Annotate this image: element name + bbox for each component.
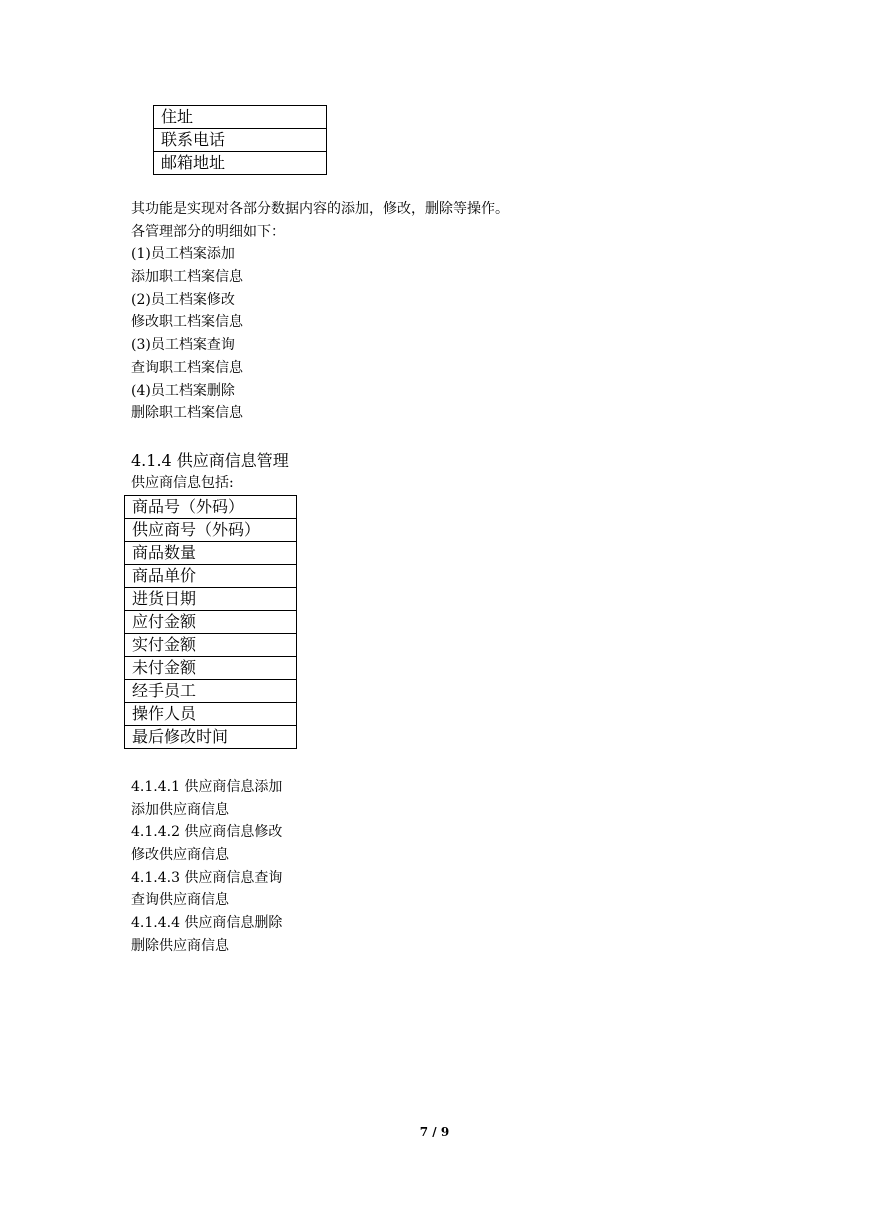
list-item-title: (1)员工档案添加 bbox=[131, 246, 235, 263]
table-row bbox=[154, 106, 327, 129]
table-row bbox=[125, 657, 297, 680]
table-row bbox=[154, 152, 327, 175]
table-cell: 商品号（外码） bbox=[125, 496, 297, 519]
subsection-desc: 删除供应商信息 bbox=[131, 937, 229, 954]
table-row bbox=[154, 129, 327, 152]
page-total: 9 bbox=[440, 1125, 450, 1139]
employee-fields-table bbox=[153, 105, 327, 175]
subsection-title: 4.1.4.3 供应商信息查询 bbox=[131, 869, 283, 886]
list-item-desc: 修改职工档案信息 bbox=[131, 314, 243, 331]
table-row bbox=[125, 611, 297, 634]
page-separator: / bbox=[428, 1125, 441, 1139]
table-row bbox=[125, 634, 297, 657]
table-cell: 应付金额 bbox=[125, 611, 297, 634]
supplier-intro: 供应商信息包括: bbox=[131, 475, 234, 491]
subsection-title: 4.1.4.2 供应商信息修改 bbox=[131, 824, 283, 841]
table-row bbox=[125, 542, 297, 565]
subsection-title: 4.1.4.1 供应商信息添加 bbox=[131, 779, 283, 795]
supplier-intro-block bbox=[131, 472, 234, 495]
page-current: 7 bbox=[419, 1125, 429, 1139]
table-cell: 未付金额 bbox=[125, 657, 297, 680]
list-item-desc: 删除职工档案信息 bbox=[131, 405, 243, 422]
subsection-desc: 添加供应商信息 bbox=[131, 801, 229, 818]
table-row bbox=[125, 565, 297, 588]
table-row bbox=[125, 588, 297, 611]
employee-management-section bbox=[131, 198, 509, 425]
subsection-desc: 修改供应商信息 bbox=[131, 847, 229, 864]
table-row bbox=[125, 726, 297, 749]
table-row bbox=[125, 703, 297, 726]
table-cell: 实付金额 bbox=[125, 634, 297, 657]
page-number bbox=[0, 1125, 869, 1139]
supplier-subsections bbox=[131, 776, 282, 958]
table-cell: 商品数量 bbox=[125, 542, 297, 565]
list-item-title: (2)员工档案修改 bbox=[131, 291, 235, 308]
table-cell: 最后修改时间 bbox=[125, 726, 297, 749]
table-cell: 邮箱地址 bbox=[154, 152, 327, 175]
table-row bbox=[125, 680, 297, 703]
table-row bbox=[125, 496, 297, 519]
list-item-desc: 添加职工档案信息 bbox=[131, 269, 243, 286]
intro-detail-label: 各管理部分的明细如下： bbox=[131, 223, 285, 240]
table-cell: 进货日期 bbox=[125, 588, 297, 611]
table-cell: 住址 bbox=[154, 106, 327, 129]
table-cell: 经手员工 bbox=[125, 680, 297, 703]
subsection-desc: 查询供应商信息 bbox=[131, 892, 229, 909]
table-cell: 操作人员 bbox=[125, 703, 297, 726]
supplier-fields-table bbox=[124, 495, 297, 749]
table-cell: 联系电话 bbox=[154, 129, 327, 152]
list-item-desc: 查询职工档案信息 bbox=[131, 359, 243, 376]
table-cell: 供应商号（外码） bbox=[125, 519, 297, 542]
table-cell: 商品单价 bbox=[125, 565, 297, 588]
table-row bbox=[125, 519, 297, 542]
list-item-title: (4)员工档案删除 bbox=[131, 382, 235, 399]
section-heading: 4.1.4 供应商信息管理 bbox=[131, 451, 289, 470]
intro-paragraph: 其功能是实现对各部分数据内容的添加，修改，删除等操作。 bbox=[131, 201, 509, 217]
subsection-title: 4.1.4.4 供应商信息删除 bbox=[131, 915, 283, 932]
list-item-title: (3)员工档案查询 bbox=[131, 337, 235, 354]
